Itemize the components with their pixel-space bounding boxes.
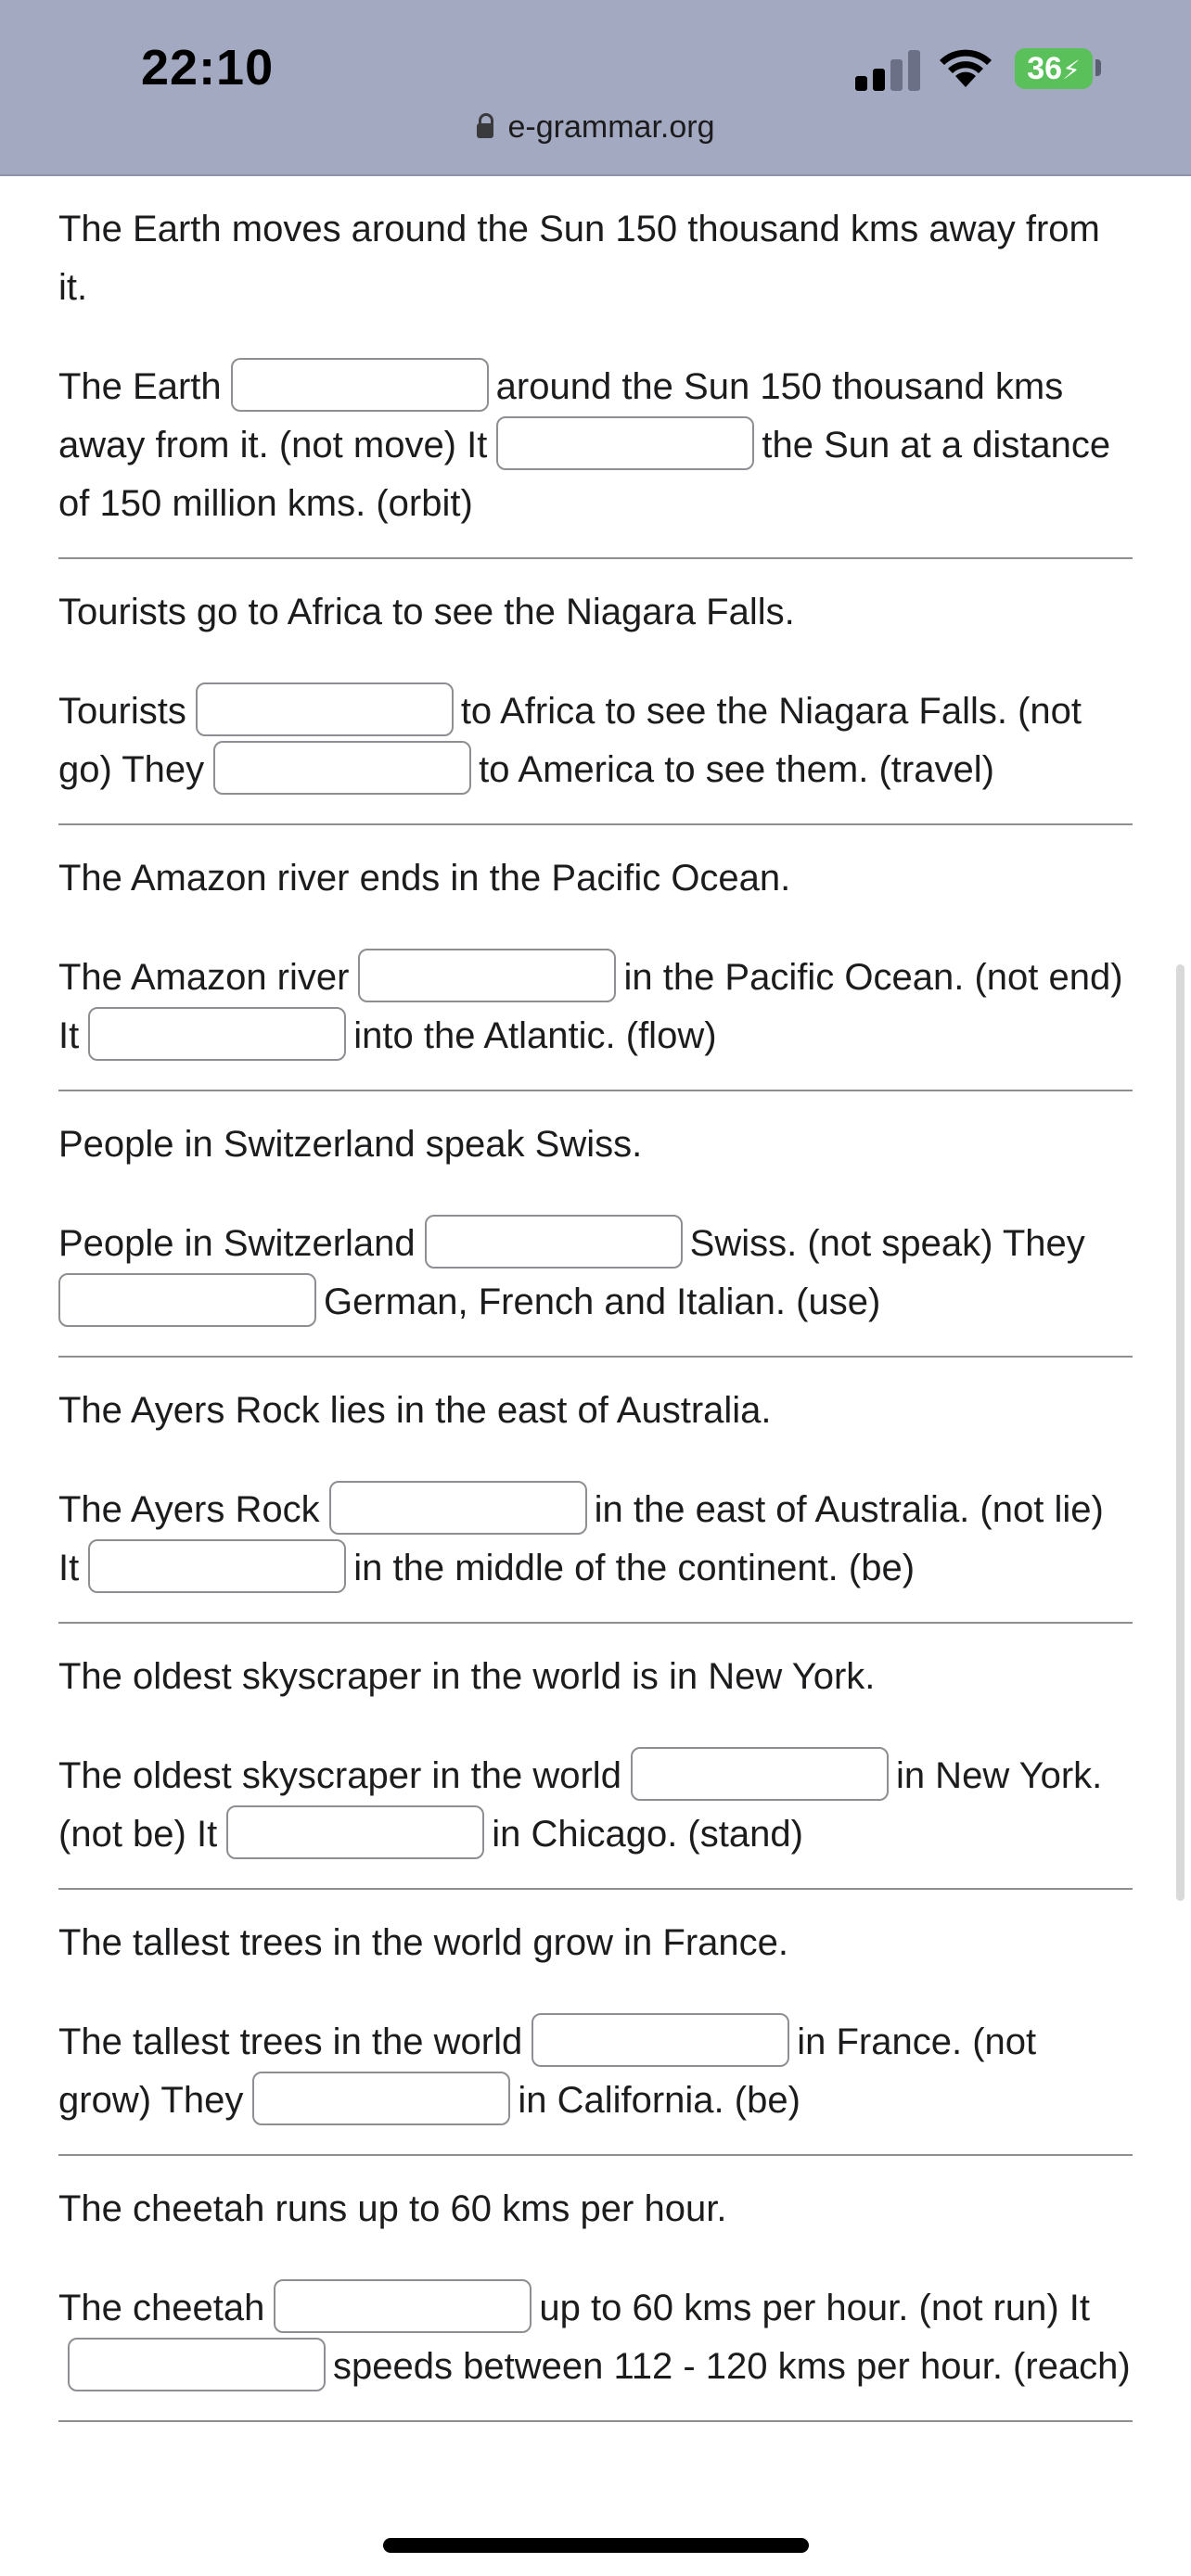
exercise-prompt: People in Switzerland speak Swiss. bbox=[58, 1124, 643, 1165]
exercise-prompt: The Earth moves around the Sun 150 thousand kms away from it. bbox=[58, 209, 1100, 308]
exercise-prompt: The Ayers Rock lies in the east of Australia. bbox=[58, 1390, 772, 1431]
answer-input[interactable] bbox=[425, 1215, 683, 1269]
sentence-part: in Chicago. (stand) bbox=[492, 1814, 803, 1855]
sentence-part: to Africa to see the Niagara Falls. (not go) They bbox=[58, 691, 1082, 790]
answer-input[interactable] bbox=[531, 2013, 789, 2067]
exercise-list bbox=[58, 176, 1133, 2422]
sentence-part: The cheetah bbox=[58, 2288, 265, 2328]
sentence-part: to America to see them. (travel) bbox=[479, 749, 994, 790]
status-time: 22:10 bbox=[141, 40, 275, 96]
exercise-sentence bbox=[58, 358, 1133, 533]
sentence-part: People in Switzerland bbox=[58, 1223, 416, 1264]
battery-cap-icon bbox=[1095, 59, 1101, 76]
answer-input[interactable] bbox=[358, 949, 616, 1002]
sentence-part: The Ayers Rock bbox=[58, 1489, 320, 1530]
sentence-part: The oldest skyscraper in the world bbox=[58, 1755, 621, 1796]
sentence-part: in the middle of the continent. (be) bbox=[353, 1548, 916, 1588]
exercise-sentence bbox=[58, 1215, 1133, 1332]
sentence-part: German, French and Italian. (use) bbox=[324, 1282, 881, 1322]
sentence-part: Swiss. (not speak) They bbox=[689, 1223, 1085, 1264]
sentence-part: in the Pacific Ocean. (not end) It bbox=[58, 957, 1123, 1056]
answer-input[interactable] bbox=[231, 358, 489, 412]
exercise-item bbox=[58, 1358, 1133, 1624]
sentence-part: in the east of Australia. (not lie) It bbox=[58, 1489, 1104, 1588]
wifi-icon bbox=[937, 46, 994, 89]
exercise-item bbox=[58, 1091, 1133, 1358]
exercise-item bbox=[58, 1624, 1133, 1890]
sentence-part: The Earth bbox=[58, 366, 222, 407]
sentence-part: in France. (not grow) They bbox=[58, 2021, 1037, 2121]
sentence-part: The tallest trees in the world bbox=[58, 2021, 523, 2062]
answer-input[interactable] bbox=[274, 2279, 531, 2333]
answer-input[interactable] bbox=[58, 1273, 316, 1327]
exercise-sentence bbox=[58, 1747, 1133, 1864]
lock-icon bbox=[477, 123, 493, 138]
sentence-part: the Sun at a distance of 150 million kms. (orbit) bbox=[58, 425, 1111, 524]
sentence-part: around the Sun 150 thousand kms away from it. (not move) It bbox=[58, 366, 1064, 465]
exercise-prompt: The Amazon river ends in the Pacific Ocean. bbox=[58, 858, 791, 899]
exercise-item bbox=[58, 176, 1133, 559]
url-text: e-grammar.org bbox=[507, 109, 715, 145]
answer-input[interactable] bbox=[88, 1539, 346, 1593]
exercise-sentence bbox=[58, 1481, 1133, 1598]
cellular-signal-icon bbox=[855, 48, 920, 91]
exercise-prompt: Tourists go to Africa to see the Niagara Falls. bbox=[58, 592, 795, 632]
sentence-part: Tourists bbox=[58, 691, 186, 732]
answer-input[interactable] bbox=[252, 2072, 510, 2125]
answer-input[interactable] bbox=[329, 1481, 587, 1535]
exercise-item bbox=[58, 559, 1133, 825]
status-bar bbox=[0, 0, 1191, 176]
answer-input[interactable] bbox=[631, 1747, 889, 1801]
exercise-prompt: The cheetah runs up to 60 kms per hour. bbox=[58, 2188, 727, 2229]
sentence-part: in New York. (not be) It bbox=[58, 1755, 1103, 1855]
answer-input[interactable] bbox=[226, 1805, 484, 1859]
sentence-part: speeds between 112 - 120 kms per hour. (reach) bbox=[333, 2346, 1131, 2387]
exercise-sentence bbox=[58, 949, 1133, 1065]
exercise-sentence bbox=[58, 2013, 1133, 2130]
exercise-sentence bbox=[58, 2279, 1133, 2396]
sentence-part: The Amazon river bbox=[58, 957, 350, 998]
scroll-indicator[interactable] bbox=[1176, 964, 1185, 1901]
battery-level: 36 bbox=[1027, 51, 1063, 86]
home-indicator[interactable] bbox=[383, 2538, 809, 2553]
exercise-item bbox=[58, 825, 1133, 1091]
sentence-part: into the Atlantic. (flow) bbox=[353, 1015, 717, 1056]
exercise-sentence bbox=[58, 682, 1133, 799]
answer-input[interactable] bbox=[213, 741, 471, 795]
answer-input[interactable] bbox=[496, 416, 754, 470]
exercise-item bbox=[58, 1890, 1133, 2156]
sentence-part: in California. (be) bbox=[518, 2080, 800, 2121]
answer-input[interactable] bbox=[88, 1007, 346, 1061]
battery-icon: 36⚡ bbox=[1015, 48, 1093, 89]
answer-input[interactable] bbox=[68, 2338, 326, 2391]
answer-input[interactable] bbox=[196, 682, 454, 736]
exercise-prompt: The oldest skyscraper in the world is in New York. bbox=[58, 1656, 876, 1697]
exercise-prompt: The tallest trees in the world grow in France. bbox=[58, 1922, 789, 1963]
sentence-part: up to 60 kms per hour. (not run) It bbox=[539, 2288, 1091, 2328]
exercise-item bbox=[58, 2156, 1133, 2422]
address-bar[interactable] bbox=[0, 109, 1191, 146]
